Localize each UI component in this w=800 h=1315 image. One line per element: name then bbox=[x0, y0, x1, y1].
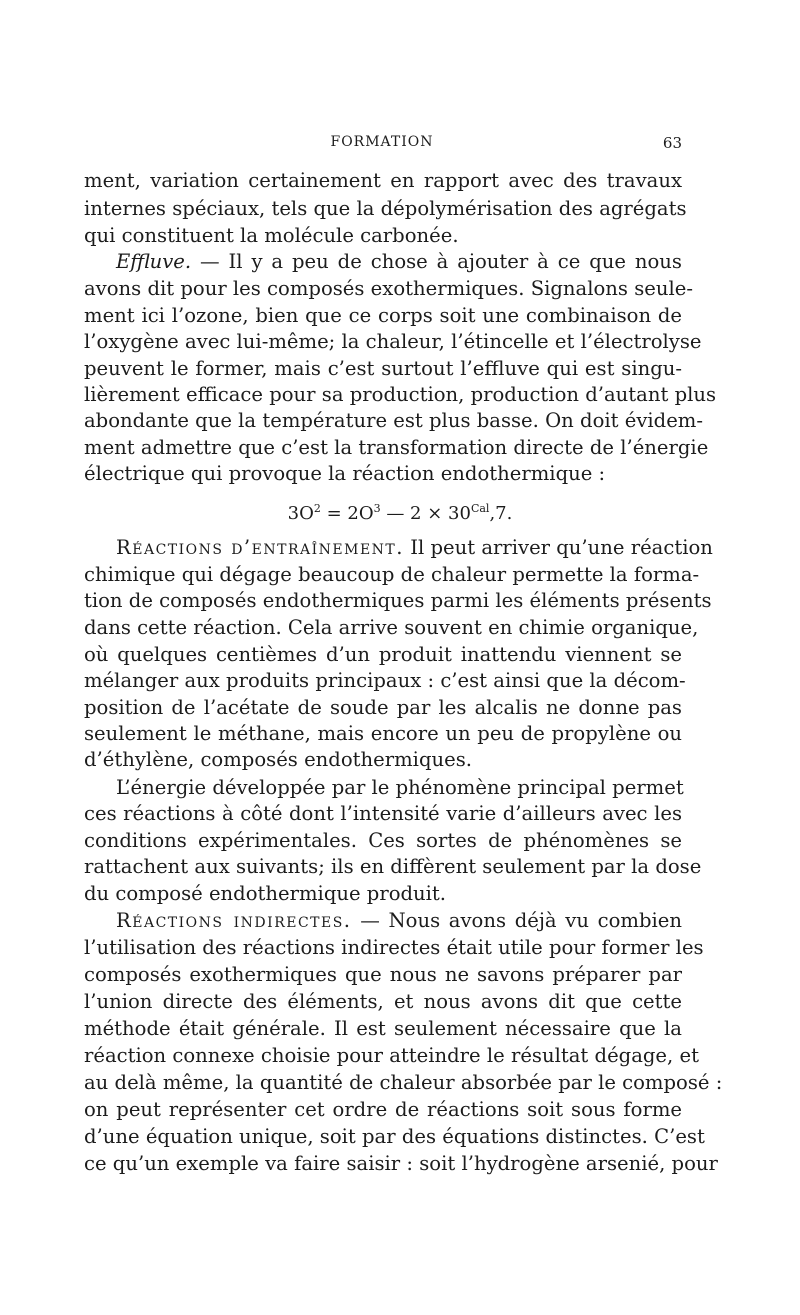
text-line: internes spéciaux, tels que la dépolymérisation des agrégats bbox=[84, 197, 687, 220]
text-line: composés exothermiques que nous ne savons préparer par bbox=[84, 963, 682, 986]
text-line: L’énergie développée par le phénomène principal permet bbox=[116, 776, 684, 799]
text-line: tion de composés endothermiques parmi les éléments présents bbox=[84, 589, 712, 612]
text-line: électrique qui provoque la réaction endothermique : bbox=[84, 462, 606, 485]
formula-part: 3O bbox=[287, 503, 314, 524]
text-line: du composé endothermique produit. bbox=[84, 882, 447, 905]
text-line: d’éthylène, composés endothermiques. bbox=[84, 748, 472, 771]
text-line: réaction connexe choisie pour atteindre le résultat dégage, et bbox=[84, 1044, 699, 1067]
text-line: au delà même, la quantité de chaleur absorbée par le composé : bbox=[84, 1071, 723, 1094]
page-number: 63 bbox=[662, 134, 682, 152]
text-line: l’oxygène avec lui-même; la chaleur, l’étincelle et l’électrolyse bbox=[84, 330, 702, 353]
section-title-entrainement: Réactions d’entraînement. bbox=[116, 536, 404, 559]
formula-superscript: 3 bbox=[373, 502, 381, 515]
running-title: FORMATION bbox=[330, 134, 434, 150]
text-line: qui constituent la molécule carbonée. bbox=[84, 224, 459, 247]
formula-superscript: 2 bbox=[313, 502, 321, 515]
indirectes-line bbox=[116, 909, 682, 933]
text-line: ment admettre que c’est la transformation directe de l’énergie bbox=[84, 436, 709, 459]
effluve-line bbox=[116, 250, 682, 274]
formula-part: ,7. bbox=[489, 503, 513, 524]
text-line: on peut représenter cet ordre de réactions soit sous forme bbox=[84, 1098, 682, 1121]
text-line: conditions expérimentales. Ces sortes de phénomènes se bbox=[84, 829, 682, 852]
ozone-formula bbox=[0, 497, 800, 526]
text-line: ment, variation certainement en rapport avec des travaux bbox=[84, 169, 682, 192]
text-run: — Il y a peu de chose à ajouter à ce que nous bbox=[200, 250, 682, 273]
section-title-effluve: Effluve. bbox=[116, 250, 192, 273]
text-line: où quelques centièmes d’un produit inattendu viennent se bbox=[84, 643, 682, 666]
text-line: abondante que la température est plus basse. On doit évidem- bbox=[84, 409, 704, 432]
formula-part: — 2 × 30 bbox=[380, 503, 471, 524]
text-line: avons dit pour les composés exothermiques. Signalons seule- bbox=[84, 277, 693, 300]
text-line: méthode était générale. Il est seulement nécessaire que la bbox=[84, 1017, 682, 1040]
text-line: l’union directe des éléments, et nous avons dit que cette bbox=[84, 990, 682, 1013]
section-title-indirectes: Réactions indirectes. bbox=[116, 909, 352, 932]
text-line: mélanger aux produits principaux : c’est ainsi que la décom- bbox=[84, 669, 686, 692]
formula-unit: Cal bbox=[470, 502, 490, 515]
text-line: seulement le méthane, mais encore un peu de propylène ou bbox=[84, 722, 682, 745]
text-line: ment ici l’ozone, bien que ce corps soit une combinaison de bbox=[84, 304, 682, 327]
text-line: chimique qui dégage beaucoup de chaleur permette la forma- bbox=[84, 563, 700, 586]
page-header bbox=[82, 130, 682, 154]
entrainement-line bbox=[116, 536, 713, 560]
text-line: d’une équation unique, soit par des équations distinctes. C’est bbox=[84, 1125, 705, 1148]
text-line: peuvent le former, mais c’est surtout l’effluve qui est singu- bbox=[84, 357, 682, 380]
text-line: dans cette réaction. Cela arrive souvent en chimie organique, bbox=[84, 616, 699, 639]
text-run: Il peut arriver qu’une réaction bbox=[410, 536, 713, 559]
text-line: ce qu’un exemple va faire saisir : soit l’hydrogène arsenié, pour bbox=[84, 1152, 718, 1175]
text-line: ces réactions à côté dont l’intensité varie d’ailleurs avec les bbox=[84, 802, 682, 825]
formula-part: = 2O bbox=[320, 503, 374, 524]
text-line: lièrement efficace pour sa production, production d’autant plus bbox=[84, 383, 717, 406]
text-line: l’utilisation des réactions indirectes était utile pour former les bbox=[84, 936, 704, 959]
text-line: position de l’acétate de soude par les alcalis ne donne pas bbox=[84, 696, 682, 719]
text-run: — Nous avons déjà vu combien bbox=[360, 909, 682, 932]
text-line: rattachent aux suivants; ils en diffèrent seulement par la dose bbox=[84, 855, 702, 878]
